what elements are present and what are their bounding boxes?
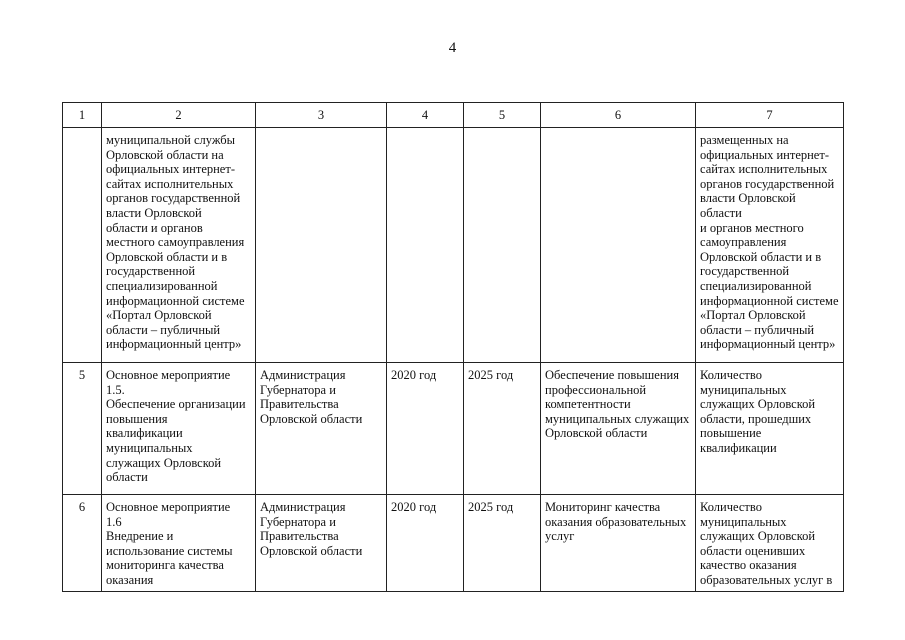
table-row [63, 128, 844, 363]
row-number-cell: 5 [63, 363, 102, 495]
indicator-cell: размещенных на официальных интернет- сайтах исполнительных органов государственной власти Орловской области и органов местного самоуправления Орловской области и в государственной специализированной информационной системе «Портал Орловской области – публичный информационный центр» [696, 128, 844, 363]
header-cell-3: 3 [256, 103, 387, 128]
start-year-cell: 2020 год [387, 495, 464, 592]
indicator-cell: Количество муниципальных служащих Орловской области оценивших качество оказания образовательных услуг в [696, 495, 844, 592]
activity-name-cell: муниципальной службы Орловской области на официальных интернет- сайтах исполнительных органов государственной власти Орловской области и органов местного самоуправления Орловской области и в государственной специализированной информационной системе «Портал Орловской области – публичный информационный центр» [102, 128, 256, 363]
program-activities-table [62, 102, 844, 592]
row-number-cell: 6 [63, 495, 102, 592]
indicator-cell: Количество муниципальных служащих Орловской области, прошедших повышение квалификации [696, 363, 844, 495]
expected-result-cell: Мониторинг качества оказания образовательных услуг [541, 495, 696, 592]
start-year-cell [387, 128, 464, 363]
end-year-cell: 2025 год [464, 495, 541, 592]
table-row [63, 363, 844, 495]
header-cell-7: 7 [696, 103, 844, 128]
table-header-row [63, 103, 844, 128]
end-year-cell [464, 128, 541, 363]
start-year-cell: 2020 год [387, 363, 464, 495]
header-cell-1: 1 [63, 103, 102, 128]
activity-name-cell: Основное мероприятие 1.5. Обеспечение организации повышения квалификации муниципальных служащих Орловской области [102, 363, 256, 495]
end-year-cell: 2025 год [464, 363, 541, 495]
expected-result-cell: Обеспечение повышения профессиональной компетентности муниципальных служащих Орловской области [541, 363, 696, 495]
header-cell-2: 2 [102, 103, 256, 128]
header-cell-5: 5 [464, 103, 541, 128]
expected-result-cell [541, 128, 696, 363]
activity-name-cell: Основное мероприятие 1.6 Внедрение и использование системы мониторинга качества оказания [102, 495, 256, 592]
header-cell-4: 4 [387, 103, 464, 128]
executor-cell [256, 128, 387, 363]
header-cell-6: 6 [541, 103, 696, 128]
row-number-cell [63, 128, 102, 363]
page-number: 4 [448, 40, 457, 56]
executor-cell: Администрация Губернатора и Правительства Орловской области [256, 363, 387, 495]
executor-cell: Администрация Губернатора и Правительства Орловской области [256, 495, 387, 592]
table-row [63, 495, 844, 592]
